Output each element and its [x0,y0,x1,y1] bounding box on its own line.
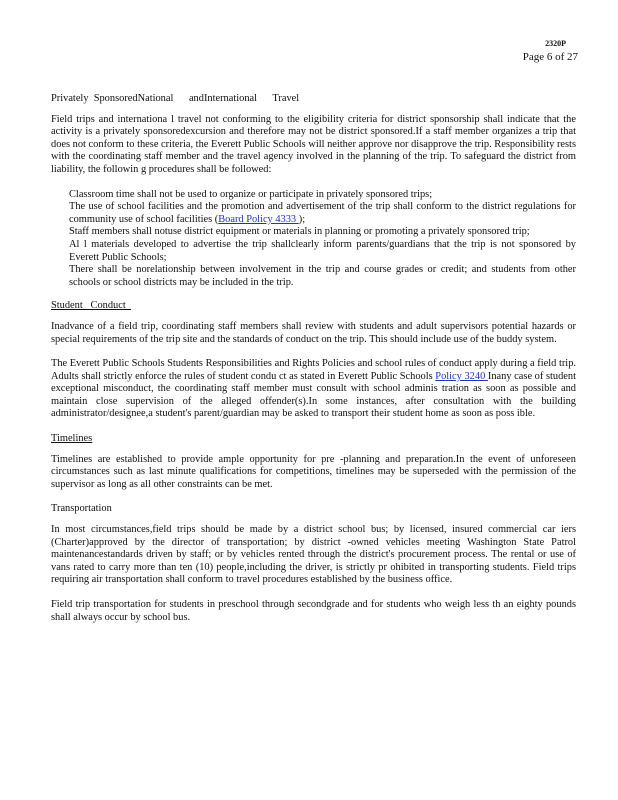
timelines-paragraph: Timelines are established to provide ample opportunity for pre -planning and preparation.In the event of unforeseen circumstances such as last minute qualifications for competitions, timelines may be superseded with the permission of the supervisor as long as all other constraints can be met. [51,453,576,490]
policy-code: 2320P [545,39,566,48]
list-item-text: There shall be norelationship between involvement in the trip and course grades or credit; and students from other schools or school districts may be included in the trip. [69,264,576,288]
section-heading-timelines: Timelines [51,433,93,445]
section-heading-transportation: Transportation [51,503,112,515]
board-policy-4333-link[interactable]: Board Policy 4333 [218,213,299,225]
student-conduct-paragraph-2 [51,358,576,421]
list-item [51,226,576,239]
list-item [51,189,576,202]
procedures-list [51,189,576,290]
paragraph-text-end: Inany case of student exceptional misconduct, the coordinating staff member must consult with school adminis tration as soon as possible and maintain close supervision of the alleged offender(s).In some instances, after consultation with the building administrator/designee,a student's parent/guardian may be asked to transport their student home as soon as poss ible. [51,370,576,420]
list-item-text: Al l materials developed to advertise the trip shallclearly inform parents/guardians that the trip is not sponsored by Everett Public Schools; [69,238,576,263]
policy-3240-link[interactable]: Policy 3240 [435,370,488,382]
document-body [51,93,576,624]
list-item-text-end: ); [298,213,306,225]
privately-sponsored-paragraph: Field trips and internationa l travel not conforming to the eligibility criteria for district sponsorship shall indicate that the activity is a privately sponsoredexcursion and therefore may not be district sponsored.If a staff member organizes a trip that does not conform to these criteria, the Everett Public Schools will neither approve nor disapprove the trip. Responsibility rests with the coordinating staff member and the travel agency involved in the planning of the trip. To safeguard the district from liability, the followin g procedures shall be followed: [51,113,576,175]
list-item [51,264,576,289]
student-conduct-paragraph-1: Inadvance of a field trip, coordinating staff members shall review with students and adult supervisors potential hazards or special requirements of the trip site and the standards of conduct on the trip. This should include use of the buddy system. [51,320,576,345]
list-item-text: Classroom time shall not be used to organize or participate in privately sponsored trips; [69,188,433,200]
paragraph-text: The Everett Public Schools Students Responsibilities and Rights Policies and school rules of conduct apply during a field trip. Adults shall strictly enforce the rules of student condu ct as stated in Everett Public Schools [51,358,576,382]
section-heading-privately-sponsored: Privately SponsoredNational andInternational Travel [51,93,300,104]
list-item-text: The use of school facilities and the promotion and advertisement of the trip shall conform to the district regulations for community use of school facilities ( [69,201,576,225]
list-item [51,239,576,264]
transportation-paragraph-1: In most circumstances,field trips should be made by a district school bus; by licensed, insured commercial car iers (Charter)approved by the director of transportation; by district -owned vehicles meeting Washington State Patrol maintenancestandards driven by staff; or by vehicles rented through the district's procurement process. The rental or use of vans rated to carry more than ten (10) people,including the driver, is strictly pr ohibited in transporting students. Field trips requiring air transportation shall conform to travel procedures established by the business office. [51,524,576,586]
list-item [51,201,576,226]
page-number: Page 6 of 27 [522,51,578,63]
transportation-paragraph-2: Field trip transportation for students in preschool through secondgrade and for students who weigh less th an eighty pounds shall always occur by school bus. [51,599,576,623]
list-item-text: Staff members shall notuse district equipment or materials in planning or promoting a privately sponsored trip; [69,226,530,238]
section-heading-student-conduct: Student Conduct [51,300,131,312]
